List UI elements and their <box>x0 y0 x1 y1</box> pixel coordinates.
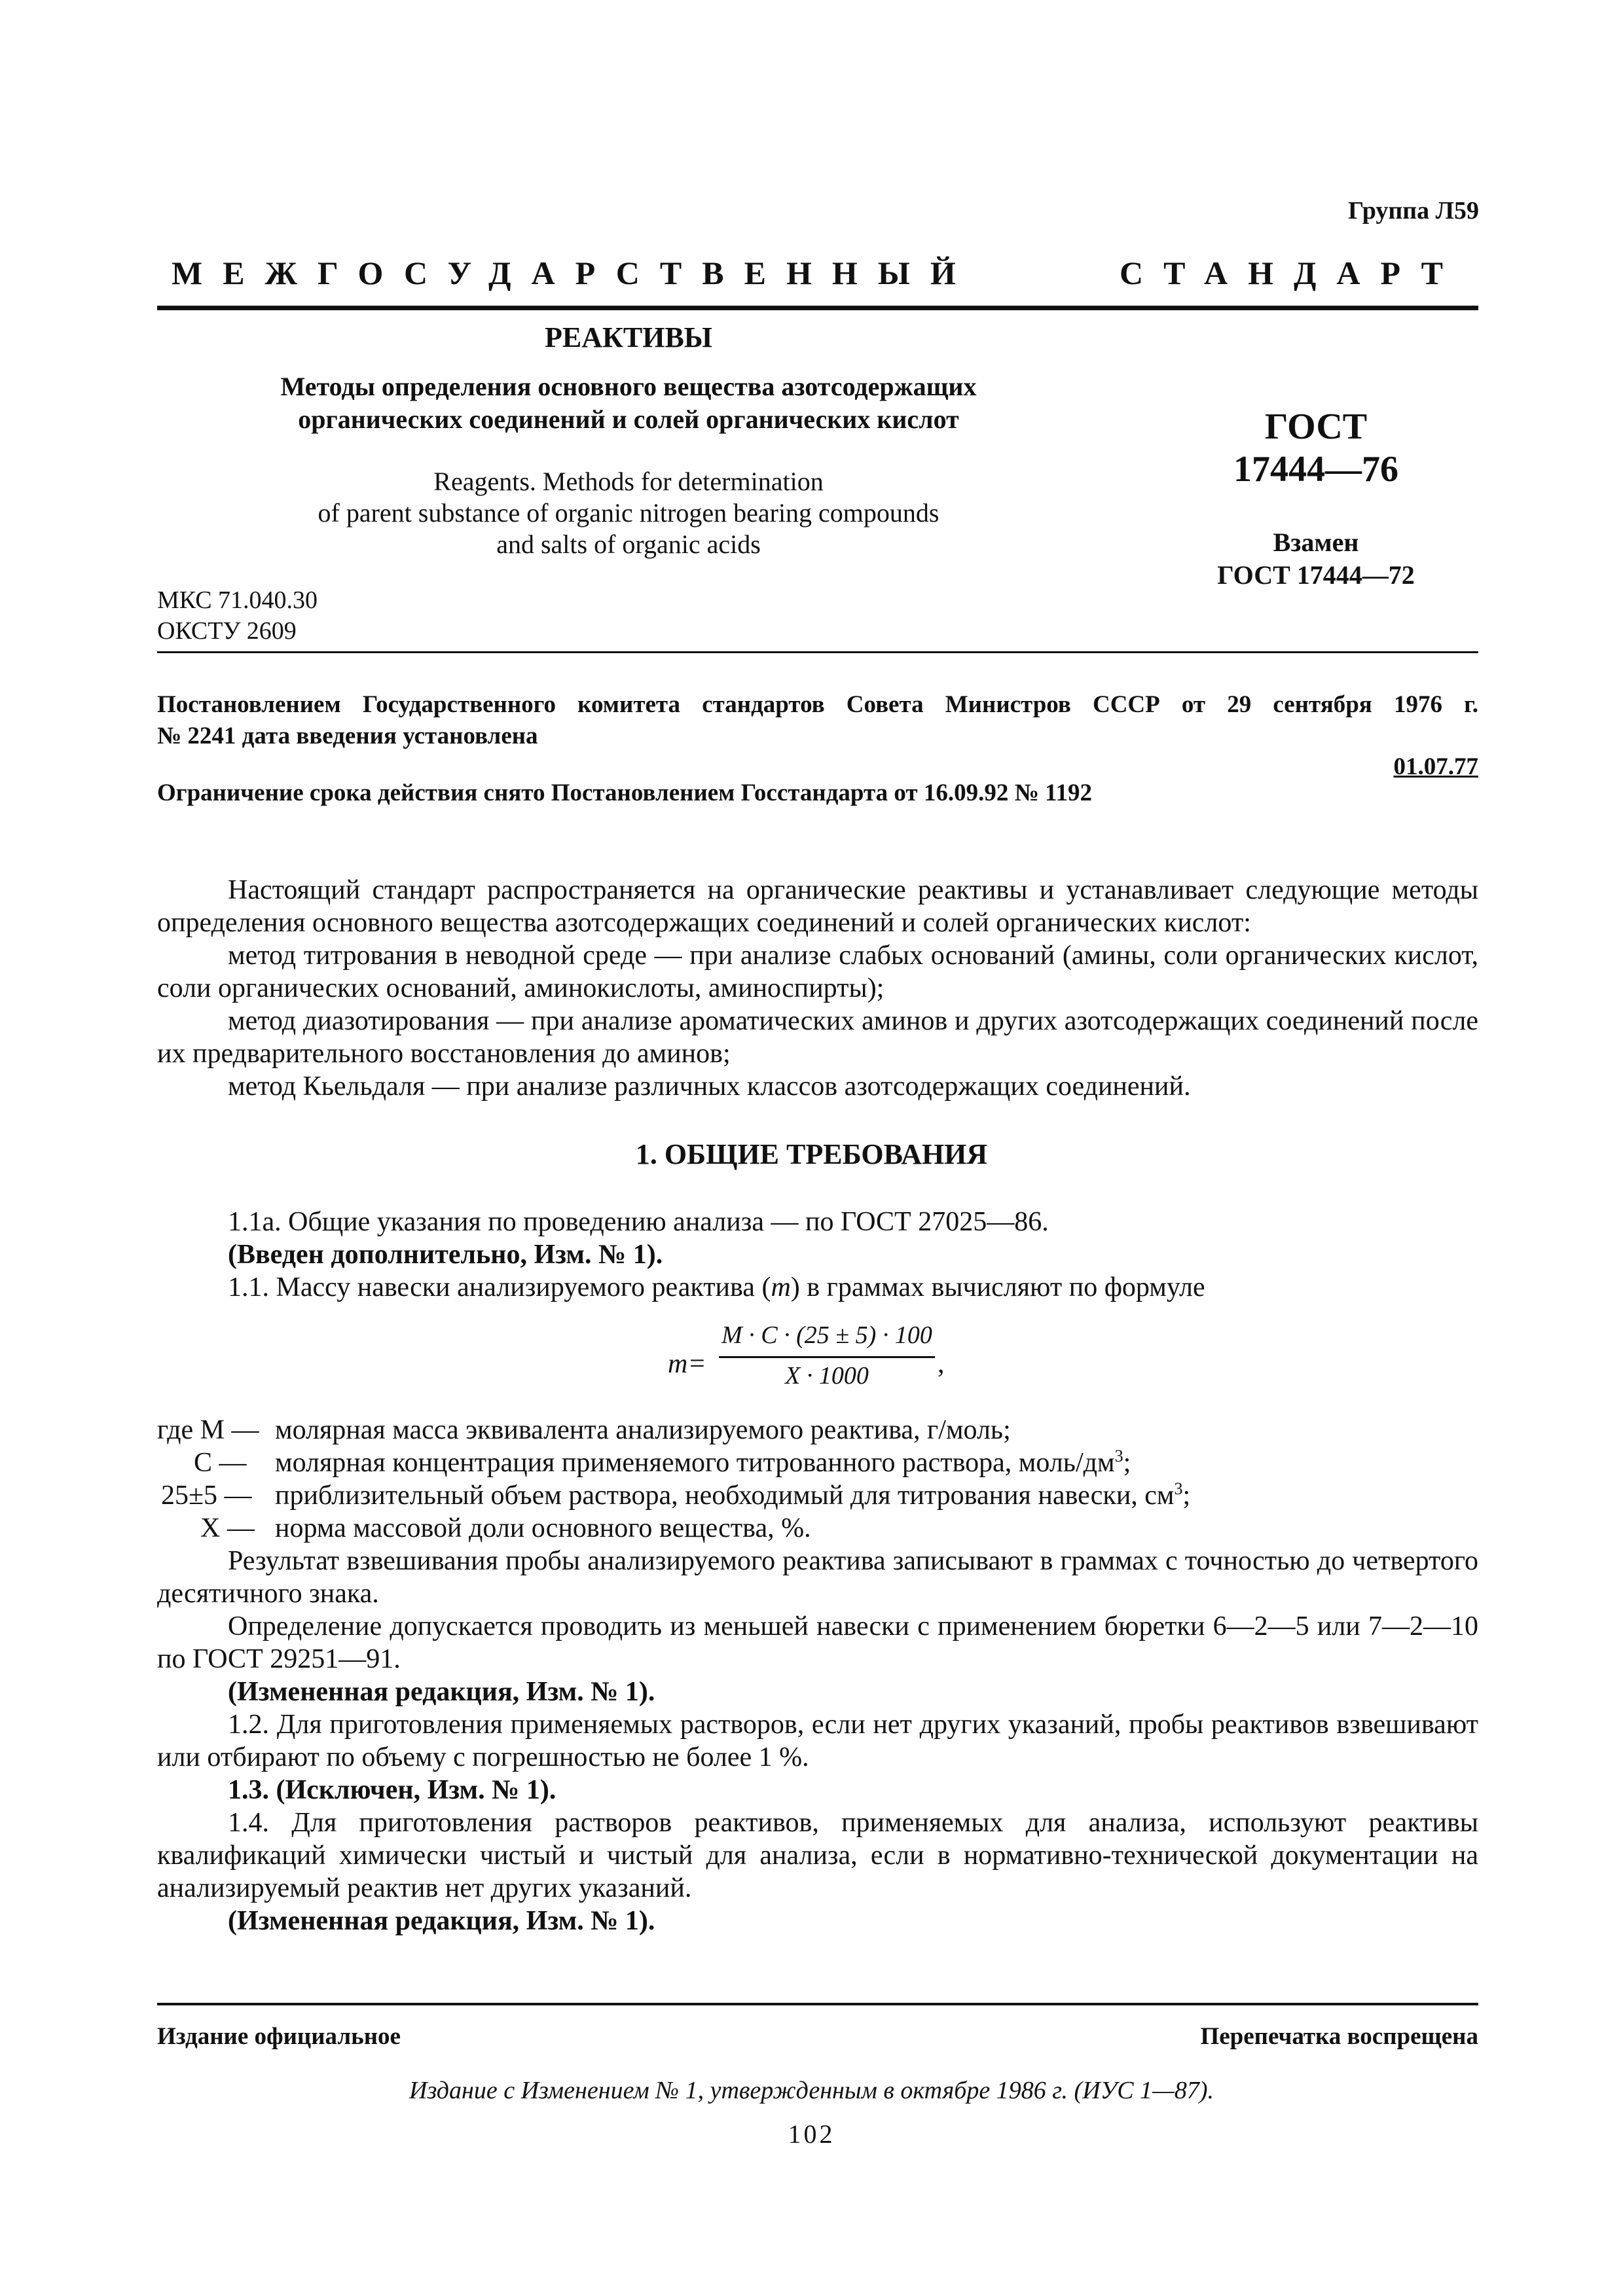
formula-comma: , <box>938 1349 945 1379</box>
mks-code: МКС 71.040.30 <box>157 586 318 614</box>
clause-1-1a: 1.1а. Общие указания по проведению анализа — по ГОСТ 27025—86. <box>228 1207 1049 1237</box>
note-added: (Введен дополнительно, Изм. № 1). <box>228 1240 663 1270</box>
intro-method-kjeldahl: метод Кьельдаля — при анализе различных классов азотсодержащих соединений. <box>228 1071 1191 1102</box>
group-label: Группа Л59 <box>1347 197 1479 224</box>
title-en-line2: of parent substance of organic nitrogen bearing compounds <box>318 498 939 528</box>
decree-line1: Постановлением Государственного комитета стандартов Совета Министров СССР от 29 сентября 1976 г. <box>157 691 1478 718</box>
where-25-text <box>275 1479 1190 1512</box>
header-thin-rule <box>157 651 1478 653</box>
where-25-sup: 3 <box>1174 1479 1183 1498</box>
footer-rule <box>157 2003 1478 2005</box>
title-en-line1: Reagents. Methods for determination <box>433 467 824 496</box>
page-number: 102 <box>788 2119 835 2149</box>
section-heading: 1. ОБЩИЕ ТРЕБОВАНИЯ <box>635 1138 988 1170</box>
intro-method-diazotization: метод диазотирования — при анализе ароматических аминов и других азотсодержащих соединений после их предварительного восстановления до аминов; <box>157 1006 1478 1069</box>
clause-1-4: 1.4. Для приготовления растворов реактивов, применяемых для анализа, используют реактивы квалификаций химически чистый и чистый для анализа, если в нормативно-технической документации на анализируемый реактив нет других указаний. <box>157 1808 1478 1903</box>
clause-1-1-var-m: m <box>771 1272 791 1302</box>
decree-line2: № 2241 дата введения установлена <box>157 723 538 749</box>
note-changed-2: (Измененная редакция, Изм. № 1). <box>228 1906 655 1936</box>
title-main: РЕАКТИВЫ <box>544 321 713 353</box>
where-c-symbol: C — <box>194 1448 247 1478</box>
intro-paragraph: Настоящий стандарт распространяется на органические реактивы и устанавливает следующие методы определения основного вещества азотсодержащих соединений и солей органических кислот: <box>157 875 1478 938</box>
official-edition: Издание официальное <box>157 2023 401 2050</box>
where-c-sup: 3 <box>1114 1446 1123 1465</box>
paragraph-smaller-sample: Определение допускается проводить из меньшей навески с применением бюретки 6—2—5 или 7—2—10 по ГОСТ 29251—91. <box>157 1611 1478 1674</box>
gost-number: 17444—76 <box>1233 449 1398 490</box>
edition-note: Издание с Изменением № 1, утвержденным в октябре 1986 г. (ИУС 1—87). <box>409 2077 1214 2104</box>
where-c-end: ; <box>1123 1448 1131 1478</box>
formula-numerator: M · C · (25 ± 5) · 100 <box>721 1321 932 1349</box>
where-m-text: молярная масса эквивалента анализируемого реактива, г/моль; <box>275 1415 1011 1445</box>
title-en-line3: and salts of organic acids <box>496 529 761 559</box>
clause-1-1-text-b: ) в граммах вычисляют по формуле <box>790 1272 1205 1302</box>
paragraph-result: Результат взвешивания пробы анализируемого реактива записывают в граммах с точностью до четвертого десятичного знака. <box>157 1546 1478 1609</box>
where-m-symbol: где M — <box>157 1415 259 1445</box>
where-25-symbol: 25±5 — <box>161 1480 252 1511</box>
where-x-symbol: X — <box>200 1513 255 1543</box>
replaces-label: Взамен <box>1273 528 1359 557</box>
clause-1-2: 1.2. Для приготовления применяемых растворов, если нет других указаний, пробы реактивов взвешивают или отбирают по объему с погрешностью не более 1 %. <box>157 1710 1478 1772</box>
formula-lhs: m= <box>668 1349 706 1379</box>
restriction-note: Ограничение срока действия снято Постановлением Госстандарта от 16.09.92 № 1192 <box>157 780 1092 806</box>
clause-1-3: 1.3. (Исключен, Изм. № 1). <box>228 1775 556 1805</box>
formula-denominator: X · 1000 <box>785 1362 869 1390</box>
introduction-date: 01.07.77 <box>1393 753 1478 780</box>
where-x-text: норма массовой доли основного вещества, %. <box>275 1513 811 1543</box>
where-25-end: ; <box>1182 1480 1191 1511</box>
clause-1-1-text-a: 1.1. Массу навески анализируемого реактива ( <box>228 1272 771 1302</box>
replaces-value: ГОСТ 17444—72 <box>1217 560 1415 590</box>
title-subtitle-line1: Методы определения основного вещества азотсодержащих <box>280 372 977 401</box>
intro-method-titration: метод титрования в неводной среде — при анализе слабых оснований (амины, соли органических кислот, соли органических оснований, аминокислоты, аминоспирты); <box>157 941 1478 1003</box>
okstu-code: ОКСТУ 2609 <box>157 617 297 645</box>
header-thick-rule <box>157 306 1478 310</box>
title-subtitle-line2: органических соединений и солей органических кислот <box>298 404 959 434</box>
where-25-desc: приблизительный объем раствора, необходимый для титрования навески, см <box>275 1480 1175 1511</box>
banner-standard: СТАНДАРТ <box>1120 255 1463 291</box>
clause-1-1 <box>228 1271 1205 1304</box>
formula <box>668 1321 956 1399</box>
note-changed-1: (Измененная редакция, Изм. № 1). <box>228 1677 655 1707</box>
where-c-text <box>275 1446 1131 1479</box>
where-c-desc: молярная концентрация применяемого титрованного раствора, моль/дм <box>275 1448 1115 1478</box>
formula-fraction-bar <box>719 1356 935 1358</box>
gost-label: ГОСТ <box>1264 406 1368 447</box>
banner-interstate: МЕЖГОСУДАРСТВЕННЫЙ <box>172 255 976 291</box>
reprint-prohibited: Перепечатка воспрещена <box>1200 2023 1478 2050</box>
